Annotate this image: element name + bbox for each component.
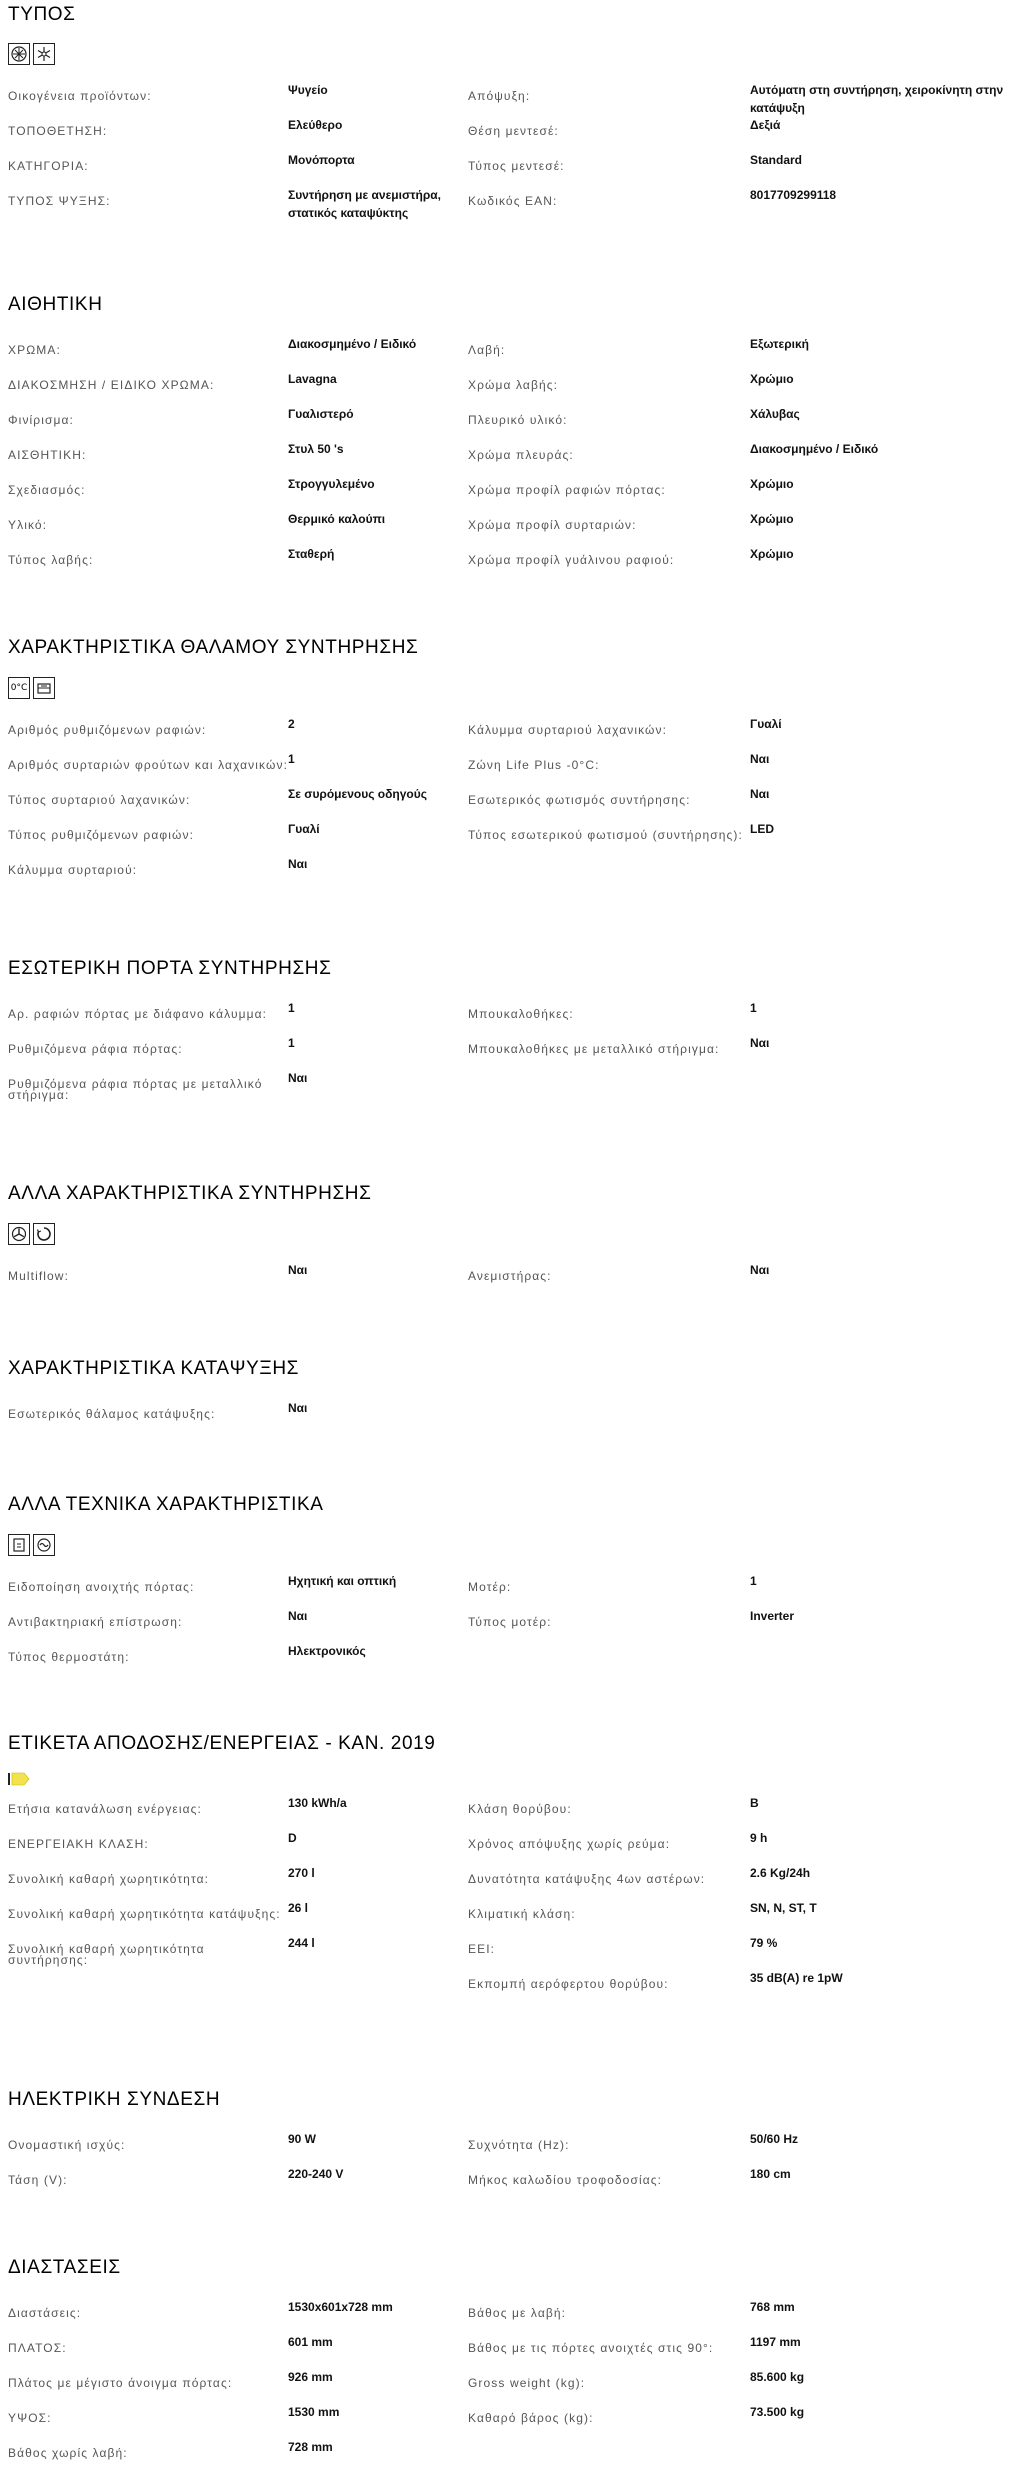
spec-label: Αντιβακτηριακή επίστρωση:	[8, 1615, 183, 1629]
spec-row	[8, 1605, 468, 1640]
spec-row	[8, 1032, 468, 1067]
spec-row	[8, 1792, 468, 1827]
spec-value: 1530 mm	[288, 2405, 340, 2419]
spec-label: Βάθος χωρίς λαβή:	[8, 2446, 128, 2460]
spec-label: Καθαρό βάρος (kg):	[468, 2411, 594, 2425]
spec-value: 1	[750, 1574, 757, 1588]
spec-row	[8, 2128, 468, 2163]
spec-row	[8, 783, 468, 818]
spec-label: Κλάση θορύβου:	[468, 1802, 572, 1816]
spec-value: 1530x601x728 mm	[288, 2300, 393, 2314]
spec-label: ΕΝΕΡΓΕΙΑΚΗ ΚΛΑΣΗ:	[8, 1837, 149, 1851]
spec-label: Κωδικός ΕΑΝ:	[468, 194, 558, 208]
spec-row	[8, 748, 468, 783]
energy-label-icon	[8, 1772, 30, 1786]
spec-value: 73.500 kg	[750, 2405, 805, 2419]
spec-row	[8, 1862, 468, 1897]
spec-row	[468, 1862, 1020, 1897]
spec-label: Σχεδιασμός:	[8, 483, 86, 497]
spec-label: Ανεμιστήρας:	[468, 1269, 552, 1283]
spec-label: Τάση (V):	[8, 2173, 68, 2187]
spec-value: Ναι	[288, 1071, 308, 1085]
spec-label: ΑΙΣΘΗΤΙΚΗ:	[8, 448, 87, 462]
spec-label: Λαβή:	[468, 343, 506, 357]
spec-value: Ναι	[288, 1401, 308, 1415]
spec-label: Gross weight (kg):	[468, 2376, 586, 2390]
spec-row	[468, 997, 1020, 1032]
spec-value: Standard	[750, 153, 803, 167]
spec-label: Τύπος συρταριού λαχανικών:	[8, 793, 191, 807]
spec-row	[8, 2366, 468, 2401]
spec-value: 244 l	[288, 1936, 315, 1950]
spec-value: 2.6 Kg/24h	[750, 1866, 811, 1880]
spec-row	[8, 1640, 468, 1675]
spec-value: Χρώμιο	[750, 477, 794, 491]
spec-label: Συνολική καθαρή χωρητικότητα:	[8, 1872, 210, 1886]
spec-label: Χρώμα πλευράς:	[468, 448, 574, 462]
spec-value: 35 dB(A) re 1pW	[750, 1971, 843, 1985]
spec-label: Ζώνη Life Plus -0°C:	[468, 758, 600, 772]
spec-value: Χρώμιο	[750, 512, 794, 526]
spec-row	[468, 333, 1020, 368]
spec-label: Απόψυξη:	[468, 89, 531, 103]
spec-row	[468, 1967, 1020, 2002]
spec-row	[468, 1259, 1020, 1294]
spec-value: Χρώμιο	[750, 372, 794, 386]
spec-row	[8, 2331, 468, 2366]
spec-row	[8, 79, 468, 114]
spec-row	[8, 1897, 468, 1932]
spec-value: SN, N, ST, T	[750, 1901, 817, 1915]
multiflow-fan-icon	[8, 1223, 30, 1245]
spec-row	[8, 2436, 468, 2471]
spec-label: Θέση μεντεσέ:	[468, 124, 559, 138]
section-title: ΗΛΕΚΤΡΙΚΗ ΣΥΝΔΕΣΗ	[8, 2089, 221, 2110]
spec-row	[8, 997, 468, 1032]
spec-label: Τύπος λαβής:	[8, 553, 94, 567]
spec-label: Ειδοποίηση ανοιχτής πόρτας:	[8, 1580, 195, 1594]
spec-label: Βάθος με λαβή:	[468, 2306, 567, 2320]
inverter-motor-icon	[33, 1534, 55, 1556]
spec-value: Ψυγείο	[288, 83, 328, 97]
spec-value: 1	[288, 1001, 295, 1015]
spec-label: Τύπος ρυθμιζόμενων ραφιών:	[8, 828, 195, 842]
spec-label: Αριθμός ρυθμιζόμενων ραφιών:	[8, 723, 207, 737]
spec-label: Χρώμα προφίλ συρταριών:	[468, 518, 637, 532]
spec-value: 1	[288, 1036, 295, 1050]
spec-row	[8, 403, 468, 438]
spec-row	[468, 508, 1020, 543]
spec-row	[8, 2163, 468, 2198]
section-inner-door	[8, 958, 1016, 1102]
spec-value: 9 h	[750, 1831, 768, 1845]
spec-row	[8, 1827, 468, 1862]
spec-value: Συντήρηση με ανεμιστήρα, στατικός καταψύκτης	[288, 188, 441, 220]
spec-label: Αριθμός συρταριών φρούτων και λαχανικών:	[8, 758, 289, 772]
spec-value: B	[750, 1796, 759, 1810]
spec-label: Πλάτος με μέγιστο άνοιγμα πόρτας:	[8, 2376, 233, 2390]
section-dimensions	[8, 2257, 1016, 2471]
spec-value: 1	[750, 1001, 757, 1015]
spec-value: Lavagna	[288, 372, 337, 386]
zero-degree-zone-icon: 0°C	[8, 677, 30, 699]
spec-value: 270 l	[288, 1866, 315, 1880]
spec-value: 180 cm	[750, 2167, 791, 2181]
section-technical	[8, 1494, 1016, 1675]
spec-row	[468, 79, 1020, 114]
spec-label: Υλικό:	[8, 518, 48, 532]
spec-row	[8, 818, 468, 853]
spec-label: ΤΥΠΟΣ ΨΥΞΗΣ:	[8, 194, 111, 208]
spec-value: 768 mm	[750, 2300, 795, 2314]
spec-row	[8, 184, 468, 219]
spec-row	[8, 114, 468, 149]
spec-row	[8, 1397, 468, 1432]
spec-value: 50/60 Hz	[750, 2132, 799, 2146]
spec-label: Εσωτερικός θάλαμος κατάψυξης:	[8, 1407, 216, 1421]
spec-value: Γυαλιστερό	[288, 407, 354, 421]
section-title: ΕΣΩΤΕΡΙΚΗ ΠΟΡΤΑ ΣΥΝΤΗΡΗΣΗΣ	[8, 958, 332, 979]
spec-row	[468, 818, 1020, 853]
spec-value: Σταθερή	[288, 547, 335, 561]
spec-value: Ναι	[288, 857, 308, 871]
spec-row	[468, 2296, 1020, 2331]
spec-row	[8, 1570, 468, 1605]
spec-row	[8, 1067, 468, 1102]
spec-label: Οικογένεια προϊόντων:	[8, 89, 152, 103]
spec-label: Συνολική καθαρή χωρητικότητα συντήρησης:	[8, 1942, 205, 1967]
spec-value: 90 W	[288, 2132, 317, 2146]
section-freezer	[8, 1358, 1016, 1432]
spec-value: 130 kWh/a	[288, 1796, 347, 1810]
spec-row	[468, 1932, 1020, 1967]
spec-row	[468, 783, 1020, 818]
section-type	[8, 4, 1016, 219]
spec-row	[468, 403, 1020, 438]
crisper-drawer-icon	[33, 677, 55, 699]
spec-row	[468, 1032, 1020, 1067]
spec-label: Δυνατότητα κατάψυξης 4ων αστέρων:	[468, 1872, 706, 1886]
spec-label: ΚΑΤΗΓΟΡΙΑ:	[8, 159, 89, 173]
section-title: ΑΛΛΑ ΤΕΧΝΙΚΑ ΧΑΡΑΚΤΗΡΙΣΤΙΚΑ	[8, 1494, 324, 1515]
spec-row	[8, 713, 468, 748]
spec-value: 85.600 kg	[750, 2370, 805, 2384]
door-alarm-icon	[8, 1534, 30, 1556]
spec-label: EEI:	[468, 1942, 496, 1956]
spec-value: Ναι	[750, 752, 770, 766]
spec-label: Χρώμα προφίλ γυάλινου ραφιού:	[468, 553, 675, 567]
spec-label: Ρυθμιζόμενα ράφια πόρτας με μεταλλικό στήριγμα:	[8, 1077, 263, 1102]
spec-row	[468, 748, 1020, 783]
spec-row	[468, 1570, 1020, 1605]
spec-label: Μοτέρ:	[468, 1580, 512, 1594]
spec-value: Εξωτερική	[750, 337, 809, 351]
spec-row	[468, 438, 1020, 473]
spec-value: Θερμικό καλούπι	[288, 512, 386, 526]
section-title: ΔΙΑΣΤΑΣΕΙΣ	[8, 2257, 121, 2278]
spec-value: 8017709299118	[750, 188, 837, 202]
spec-label: Πλευρικό υλικό:	[468, 413, 568, 427]
spec-row	[8, 333, 468, 368]
spec-label: Εσωτερικός φωτισμός συντήρησης:	[468, 793, 691, 807]
spec-label: Χρώμα προφίλ ραφιών πόρτας:	[468, 483, 666, 497]
spec-value: 926 mm	[288, 2370, 333, 2384]
spec-row	[468, 2366, 1020, 2401]
spec-label: ΧΡΩΜΑ:	[8, 343, 61, 357]
spec-row	[468, 1605, 1020, 1640]
spec-row	[468, 184, 1020, 219]
snowflake-fan-icon	[8, 43, 30, 65]
spec-label: Ονομαστική ισχύς:	[8, 2138, 126, 2152]
spec-row	[468, 543, 1020, 578]
section-title: ΧΑΡΑΚΤΗΡΙΣΤΙΚΑ ΘΑΛΑΜΟΥ ΣΥΝΤΗΡΗΣΗΣ	[8, 637, 419, 658]
spec-label: Κάλυμμα συρταριού:	[8, 863, 138, 877]
spec-label: Μήκος καλωδίου τροφοδοσίας:	[468, 2173, 663, 2187]
spec-row	[468, 473, 1020, 508]
spec-row	[8, 2296, 468, 2331]
spec-label: Μπουκαλοθήκες:	[468, 1007, 574, 1021]
spec-value: Αυτόματη στη συντήρηση, χειροκίνητη στην κατάψυξη	[750, 83, 1004, 115]
spec-label: Τύπος μεντεσέ:	[468, 159, 565, 173]
spec-row	[468, 1827, 1020, 1862]
spec-label: Τύπος εσωτερικού φωτισμού (συντήρησης):	[468, 828, 743, 842]
spec-label: Φινίρισμα:	[8, 413, 74, 427]
snowflake-icon	[33, 43, 55, 65]
section-aesthetics	[8, 294, 1016, 578]
spec-row	[468, 1792, 1020, 1827]
spec-label: Συνολική καθαρή χωρητικότητα κατάψυξης:	[8, 1907, 281, 1921]
spec-row	[8, 368, 468, 403]
section-title: ΑΛΛΑ ΧΑΡΑΚΤΗΡΙΣΤΙΚΑ ΣΥΝΤΗΡΗΣΗΣ	[8, 1183, 372, 1204]
spec-value: 2	[288, 717, 295, 731]
spec-row	[8, 1259, 468, 1294]
section-title: ΤΥΠΟΣ	[8, 4, 76, 25]
spec-row	[468, 2128, 1020, 2163]
spec-row	[468, 713, 1020, 748]
spec-value: Ηχητική και οπτική	[288, 1574, 397, 1588]
spec-label: Χρόνος απόψυξης χωρίς ρεύμα:	[468, 1837, 671, 1851]
spec-value: 1197 mm	[750, 2335, 801, 2349]
section-energy-label	[8, 1733, 1016, 2002]
spec-value: Χάλυβας	[750, 407, 800, 421]
spec-label: Τύπος μοτέρ:	[468, 1615, 552, 1629]
spec-value: LED	[750, 822, 774, 836]
spec-value: Γυαλί	[288, 822, 320, 836]
spec-row	[8, 543, 468, 578]
spec-row	[468, 2401, 1020, 2436]
spec-value: Γυαλί	[750, 717, 782, 731]
spec-label: Τύπος θερμοστάτη:	[8, 1650, 130, 1664]
spec-value: Ελεύθερο	[288, 118, 343, 132]
spec-label: Multiflow:	[8, 1269, 70, 1283]
spec-row	[8, 853, 468, 888]
spec-row	[8, 508, 468, 543]
spec-label: Εκπομπή αερόφερτου θορύβου:	[468, 1977, 669, 1991]
spec-value: 79 %	[750, 1936, 778, 1950]
spec-value: Μονόπορτα	[288, 153, 355, 167]
section-other-fridge	[8, 1183, 1016, 1294]
spec-row	[8, 1932, 468, 1967]
spec-value: Ναι	[750, 787, 770, 801]
spec-row	[468, 2331, 1020, 2366]
spec-value: 728 mm	[288, 2440, 333, 2454]
spec-row	[8, 149, 468, 184]
spec-label: Χρώμα λαβής:	[468, 378, 559, 392]
spec-value: 26 l	[288, 1901, 309, 1915]
spec-value: Στρογγυλεμένο	[288, 477, 375, 491]
spec-label: Βάθος με τις πόρτες ανοιχτές στις 90°:	[468, 2341, 714, 2355]
spec-value: Χρώμιο	[750, 547, 794, 561]
section-title: ΧΑΡΑΚΤΗΡΙΣΤΙΚΑ ΚΑΤΑΨΥΞΗΣ	[8, 1358, 300, 1379]
spec-label: Αρ. ραφιών πόρτας με διάφανο κάλυμμα:	[8, 1007, 268, 1021]
spec-label: Ρυθμιζόμενα ράφια πόρτας:	[8, 1042, 183, 1056]
spec-label: Μπουκαλοθήκες με μεταλλικό στήριγμα:	[468, 1042, 720, 1056]
section-title: ΑΙΘΗΤΙΚΗ	[8, 294, 103, 315]
spec-label: Κλιματική κλάση:	[468, 1907, 576, 1921]
spec-label: Συχνότητα (Hz):	[468, 2138, 570, 2152]
spec-value: Ναι	[288, 1263, 308, 1277]
spec-row	[468, 2163, 1020, 2198]
spec-value: Ναι	[288, 1609, 308, 1623]
section-fridge-compartment	[8, 637, 1016, 888]
section-title: ΕΤΙΚΕΤΑ ΑΠΟΔΟΣΗΣ/ΕΝΕΡΓΕΙΑΣ - ΚΑΝ. 2019	[8, 1733, 436, 1754]
spec-value: 220-240 V	[288, 2167, 344, 2181]
section-electrical	[8, 2089, 1016, 2198]
spec-row	[468, 149, 1020, 184]
spec-value: Δεξιά	[750, 118, 781, 132]
spec-label: Κάλυμμα συρταριού λαχανικών:	[468, 723, 668, 737]
spec-row	[8, 473, 468, 508]
spec-value: D	[288, 1831, 297, 1845]
spec-value: Στυλ 50 's	[288, 442, 344, 456]
fan-icon	[33, 1223, 55, 1245]
spec-label: Διαστάσεις:	[8, 2306, 82, 2320]
spec-row	[468, 368, 1020, 403]
spec-value: Ηλεκτρονικός	[288, 1644, 366, 1658]
spec-row	[468, 114, 1020, 149]
spec-value: 1	[288, 752, 295, 766]
spec-label: Ετήσια κατανάλωση ενέργειας:	[8, 1802, 202, 1816]
spec-value: Σε συρόμενους οδηγούς	[288, 787, 427, 801]
spec-value: Διακοσμημένο / Ειδικό	[750, 442, 879, 456]
spec-row	[468, 1897, 1020, 1932]
spec-label: ΥΨΟΣ:	[8, 2411, 52, 2425]
spec-value: Inverter	[750, 1609, 795, 1623]
spec-row	[8, 438, 468, 473]
spec-label: ΔΙΑΚΟΣΜΗΣΗ / ΕΙΔΙΚΟ ΧΡΩΜΑ:	[8, 378, 215, 392]
spec-value: 601 mm	[288, 2335, 333, 2349]
spec-label: ΤΟΠΟΘΕΤΗΣΗ:	[8, 124, 108, 138]
spec-row	[8, 2401, 468, 2436]
spec-label: ΠΛΑΤΟΣ:	[8, 2341, 67, 2355]
spec-value: Ναι	[750, 1036, 770, 1050]
spec-value: Διακοσμημένο / Ειδικό	[288, 337, 417, 351]
spec-value: Ναι	[750, 1263, 770, 1277]
